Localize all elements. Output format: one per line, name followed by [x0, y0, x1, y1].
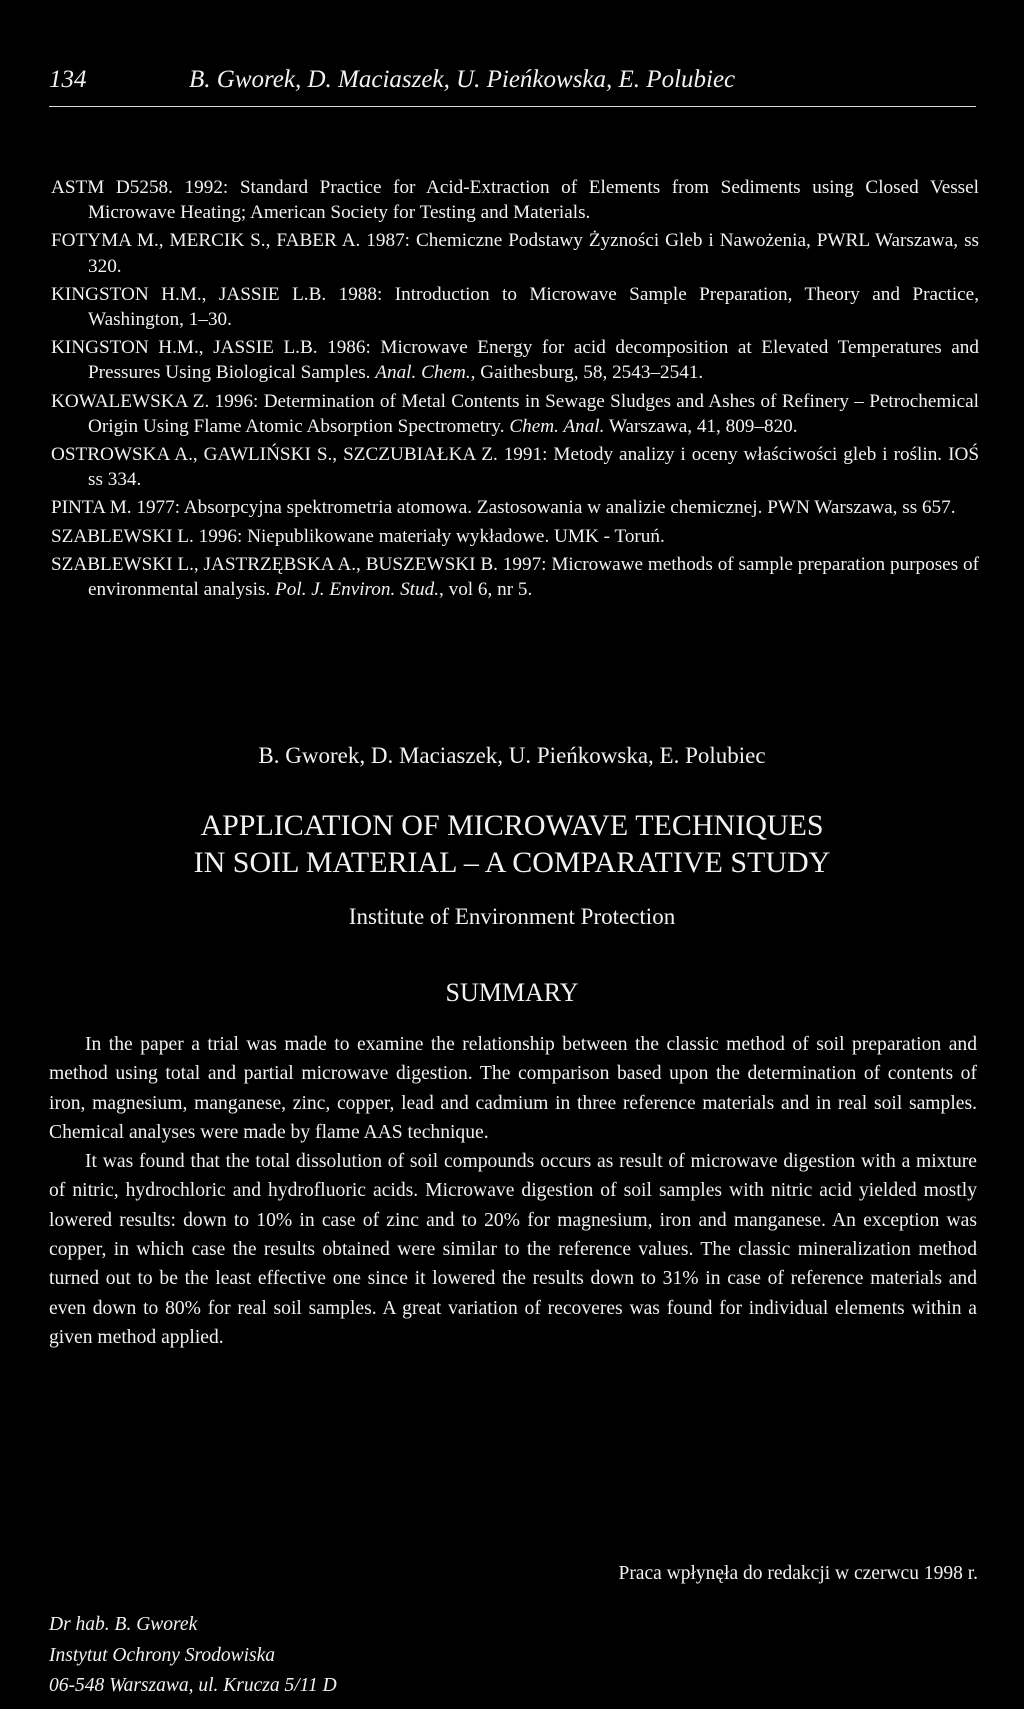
running-header [49, 66, 976, 107]
reference-text: SZABLEWSKI L. 1996: Niepublikowane materiały wykładowe. UMK - Toruń. [51, 525, 665, 547]
institute-name: Institute of Environment Protection [348, 904, 676, 929]
received-note: Praca wpłynęła do redakcji w czerwcu 1998 r. [618, 1563, 978, 1584]
reference-item [51, 175, 979, 225]
summary-body [49, 1030, 977, 1352]
reference-text: PINTA M. 1977: Absorpcyjna spektrometria atomowa. Zastosowania w analizie chemicznej. PWN Warszawa, ss 657. [51, 497, 956, 519]
reference-item [51, 389, 979, 439]
reference-item [51, 552, 979, 602]
reference-tail: Warszawa, 41, 809–820. [604, 415, 798, 437]
reference-text: ASTM D5258. 1992: Standard Practice for Acid-Extraction of Elements from Sediments using Closed Vessel Microwave Heating; American Society for Testing and Materials. [51, 177, 979, 224]
reference-tail: , Gaithesburg, 58, 2543–2541. [470, 362, 704, 384]
abstract-title-line: APPLICATION OF MICROWAVE TECHNIQUES [200, 809, 824, 842]
abstract-title-line: IN SOIL MATERIAL – A COMPARATIVE STUDY [193, 846, 831, 879]
page-number: 134 [49, 66, 87, 93]
journal-name: Chem. Anal. [509, 415, 605, 437]
address-line: Instytut Ochrony Srodowiska [49, 1644, 276, 1666]
reference-tail: , vol 6, nr 5. [439, 579, 533, 601]
header-authors: B. Gworek, D. Maciaszek, U. Pieńkowska, E. Polubiec [189, 66, 736, 93]
reference-text: SZABLEWSKI L., JASTRZĘBSKA A., BUSZEWSKI B. 1997: Microwawe methods of sample preparation purposes of environmental analysis. [51, 553, 979, 601]
abstract-title [0, 807, 1024, 881]
reference-text: KOWALEWSKA Z. 1996: Determination of Metal Contents in Sewage Sludges and Ashes of Refinery – Petrochemical Origin Using Flame Atomic Absorption Spectrometry. [51, 390, 979, 437]
reference-text: FOTYMA M., MERCIK S., FABER A. 1987: Chemiczne Podstawy Żyzności Gleb i Nawożenia, PWRL Warszawa, ss 320. [51, 230, 979, 277]
reference-item [51, 442, 979, 492]
summary-heading: SUMMARY [445, 978, 579, 1007]
reference-text: KINGSTON H.M., JASSIE L.B. 1986: Microwave Energy for acid decomposition at Elevated Temperatures and Pressures Using Biological Samples. [51, 337, 979, 384]
journal-name: Anal. Chem. [375, 362, 471, 384]
summary-paragraph: It was found that the total dissolution of soil compounds occurs as result of microwave digestion with a mixture of nitric, hydrochloric and hydrofluoric acids. Microwave digestion of soil samples with nitric acid yielded mostly lowered results: down to 10% in case of zinc and to 20% for magnesium, iron and manganese. An exception was copper, in which case the results obtained were similar to the reference values. The classic mineralization method turned out to be the least effective one since it lowered the results down to 31% in case of reference materials and even down to 80% for real soil samples. A great variation of recoveres was found for individual elements within a given method applied. [49, 1151, 977, 1348]
author-address [49, 1610, 549, 1702]
reference-item [51, 282, 979, 332]
reference-item [51, 495, 979, 520]
abstract-authors: B. Gworek, D. Maciaszek, U. Pieńkowska, E. Polubiec [258, 743, 766, 768]
summary-paragraph: In the paper a trial was made to examine the relationship between the classic method of soil preparation and method using total and partial microwave digestion. The comparison based upon the determination of contents of iron, magnesium, manganese, zinc, copper, lead and cadmium in three reference materials and in real soil samples. Chemical analyses were made by flame AAS technique. [49, 1034, 977, 1143]
reference-item [51, 524, 979, 549]
reference-item [51, 228, 979, 278]
reference-item [51, 335, 979, 385]
journal-name: Pol. J. Environ. Stud. [275, 579, 440, 601]
reference-text: KINGSTON H.M., JASSIE L.B. 1988: Introduction to Microwave Sample Preparation, Theory and Practice, Washington, 1–30. [51, 283, 979, 331]
reference-list [51, 175, 979, 605]
address-line: 06-548 Warszawa, ul. Krucza 5/11 D [49, 1675, 337, 1696]
reference-text: OSTROWSKA A., GAWLIŃSKI S., SZCZUBIAŁKA Z. 1991: Metody analizy i oceny właściwości gleb i roślin. IOŚ ss 334. [51, 444, 979, 491]
address-line: Dr hab. B. Gworek [49, 1614, 198, 1635]
